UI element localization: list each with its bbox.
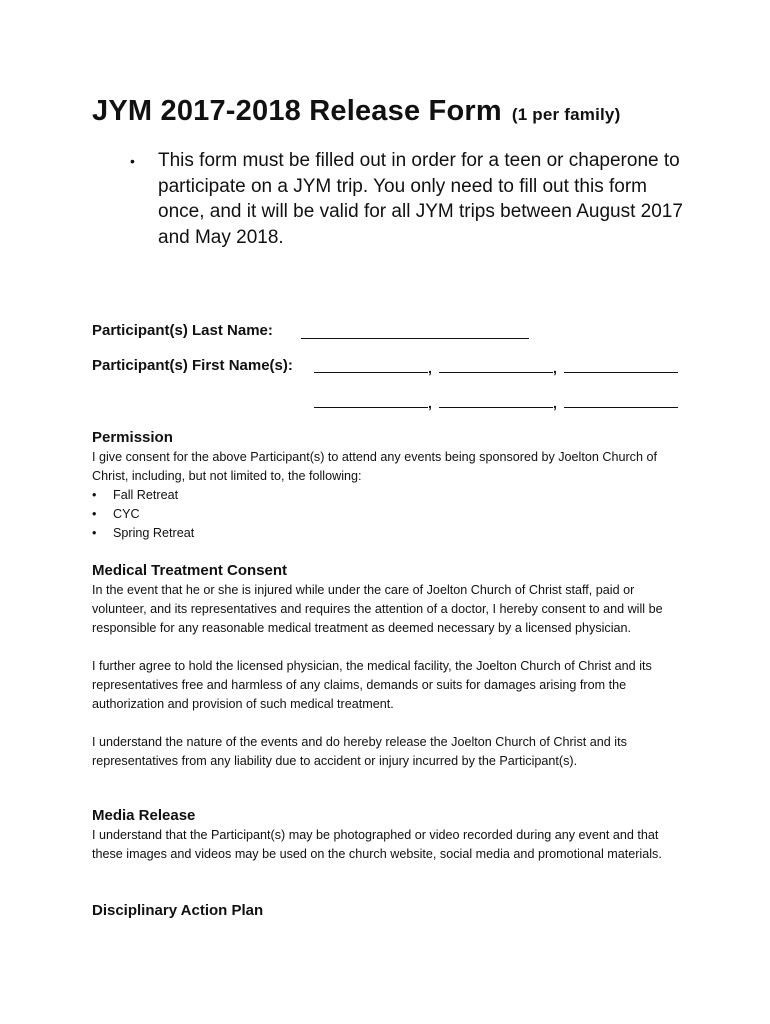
first-name-input-line-3[interactable] bbox=[564, 372, 678, 373]
permission-heading: Permission bbox=[92, 429, 173, 446]
first-name-separator: , bbox=[428, 395, 432, 411]
last-name-label: Participant(s) Last Name: bbox=[92, 322, 273, 339]
medical-heading: Medical Treatment Consent bbox=[92, 562, 288, 579]
first-name-input-line-4[interactable] bbox=[314, 407, 428, 408]
first-name-input-line-2[interactable] bbox=[439, 372, 553, 373]
form-title-main: JYM 2017-2018 Release Form bbox=[92, 95, 502, 127]
permission-section bbox=[92, 428, 692, 543]
list-item: • Fall Retreat bbox=[92, 486, 692, 505]
list-item: • CYC bbox=[92, 505, 692, 524]
intro-text: This form must be filled out in order for a teen or chaperone to participate on a JYM trip. You only need to fill out this form once, and it will be valid for all JYM trips between August 2017 and May 2018. bbox=[158, 150, 683, 248]
first-name-separator: , bbox=[553, 395, 557, 411]
list-item: • Spring Retreat bbox=[92, 524, 692, 543]
form-title-suffix: (1 per family) bbox=[511, 105, 621, 124]
first-name-separator: , bbox=[553, 360, 557, 376]
bullet-icon: • bbox=[130, 153, 135, 169]
permission-text: I give consent for the above Participant(s) to attend any events being sponsored by Joelton Church of Christ, including, but not limited to, the following: bbox=[92, 450, 657, 483]
medical-paragraph: I further agree to hold the licensed physician, the medical facility, the Joelton Church of Christ and its representatives free and harmless of any claims, demands or suits for damages arising from the authorization and provision of such medical treatment. bbox=[92, 659, 652, 711]
media-section bbox=[92, 806, 692, 864]
medical-section bbox=[92, 561, 692, 771]
first-name-input-line-1[interactable] bbox=[314, 372, 428, 373]
media-heading: Media Release bbox=[92, 807, 196, 824]
permission-event-list bbox=[92, 486, 692, 543]
medical-paragraph: In the event that he or she is injured while under the care of Joelton Church of Christ staff, paid or volunteer, and its representatives and requires the attention of a doctor, I hereby consent to and will be responsible for any reasonable medical treatment as deemed necessary by a licensed physician. bbox=[92, 583, 663, 635]
first-names-label: Participant(s) First Name(s): bbox=[92, 357, 293, 374]
first-name-input-line-6[interactable] bbox=[564, 407, 678, 408]
first-name-separator: , bbox=[428, 360, 432, 376]
media-text: I understand that the Participant(s) may be photographed or video recorded during any event and that these images and videos may be used on the church website, social media and promotional materials. bbox=[92, 828, 662, 861]
disciplinary-section bbox=[92, 901, 692, 921]
intro-bullet-item bbox=[130, 148, 690, 250]
disciplinary-heading: Disciplinary Action Plan bbox=[92, 902, 264, 919]
last-name-input-line[interactable] bbox=[301, 338, 529, 339]
first-name-input-line-5[interactable] bbox=[439, 407, 553, 408]
form-title bbox=[92, 95, 620, 128]
medical-paragraph: I understand the nature of the events and do hereby release the Joelton Church of Christ and its representatives from any liability due to accident or injury incurred by the Participant(s). bbox=[92, 735, 627, 768]
